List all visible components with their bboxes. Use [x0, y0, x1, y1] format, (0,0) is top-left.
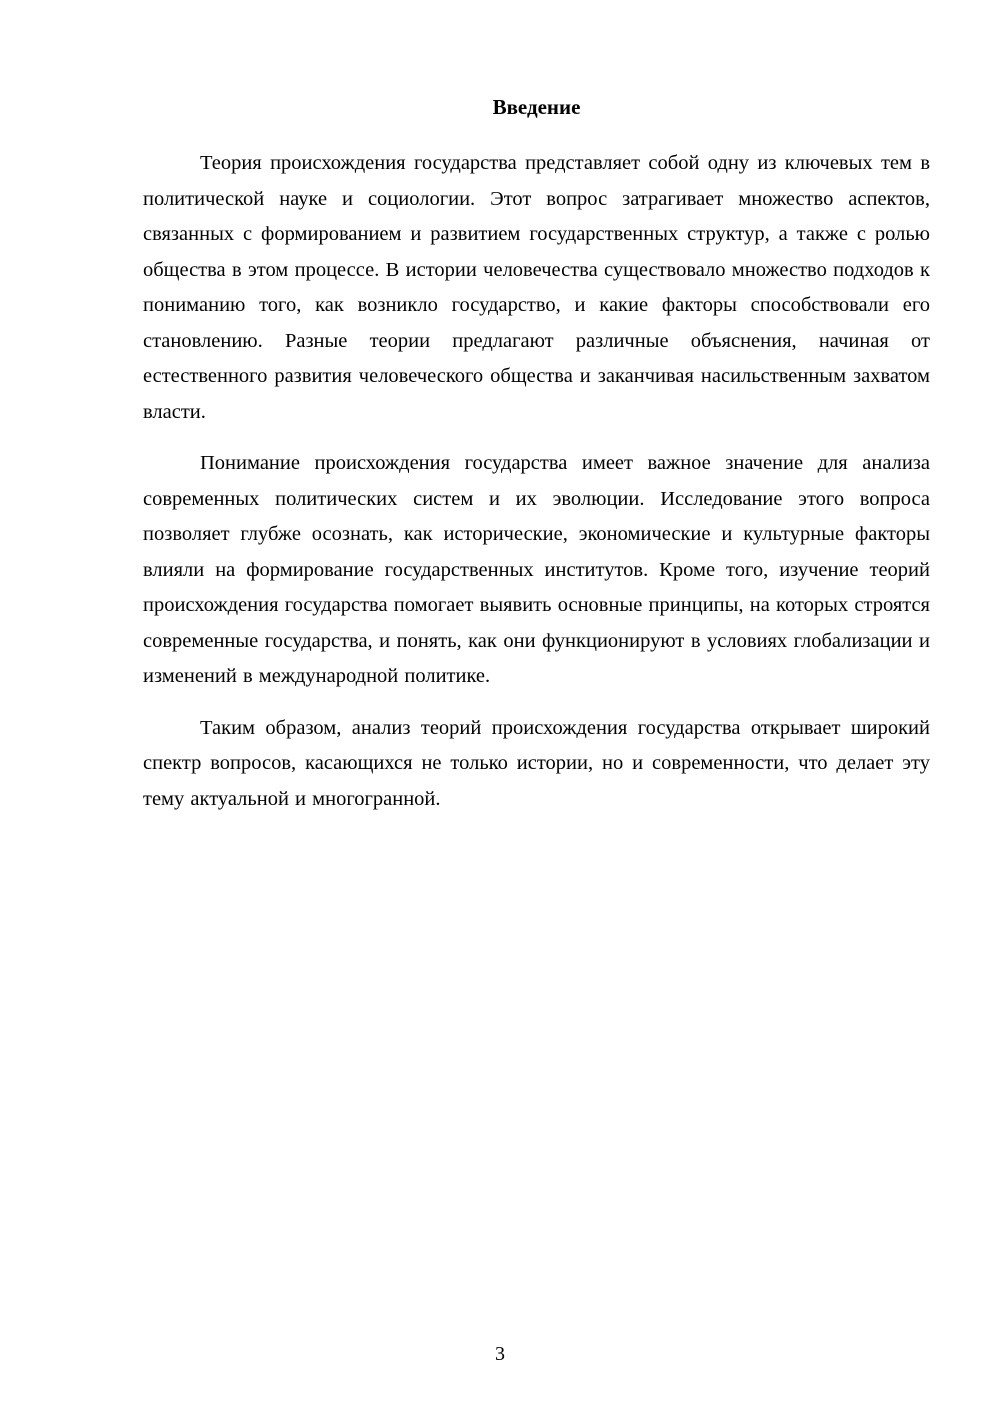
- paragraph-3: Таким образом, анализ теорий происхождения государства открывает широкий спектр вопросов, касающихся не только истории, но и современности, что делает эту тему актуальной и многогранной.: [143, 716, 930, 810]
- page-title: Введение: [492, 95, 581, 119]
- page-number: 3: [495, 1343, 505, 1365]
- paragraph-1: Теория происхождения государства представляет собой одну из ключевых тем в политической науке и социологии. Этот вопрос затрагивает множество аспектов, связанных с формированием и развитием государственных структур, а также с ролью общества в этом процессе. В истории человечества существовало множество подходов к пониманию того, как возникло государство, и какие факторы способствовали его становлению. Разные теории предлагают различные объяснения, начиная от естественного развития человеческого общества и заканчивая насильственным захватом власти.: [143, 152, 930, 423]
- paragraph-2: Понимание происхождения государства имеет важное значение для анализа современных политических систем и их эволюции. Исследование этого вопроса позволяет глубже осознать, как исторические, экономические и культурные факторы влияли на формирование государственных институтов. Кроме того, изучение теорий происхождения государства помогает выявить основные принципы, на которых строятся современные государства, и понять, как они функционируют в условиях глобализации и изменений в международной политике.: [143, 452, 930, 688]
- page-content: [143, 95, 930, 833]
